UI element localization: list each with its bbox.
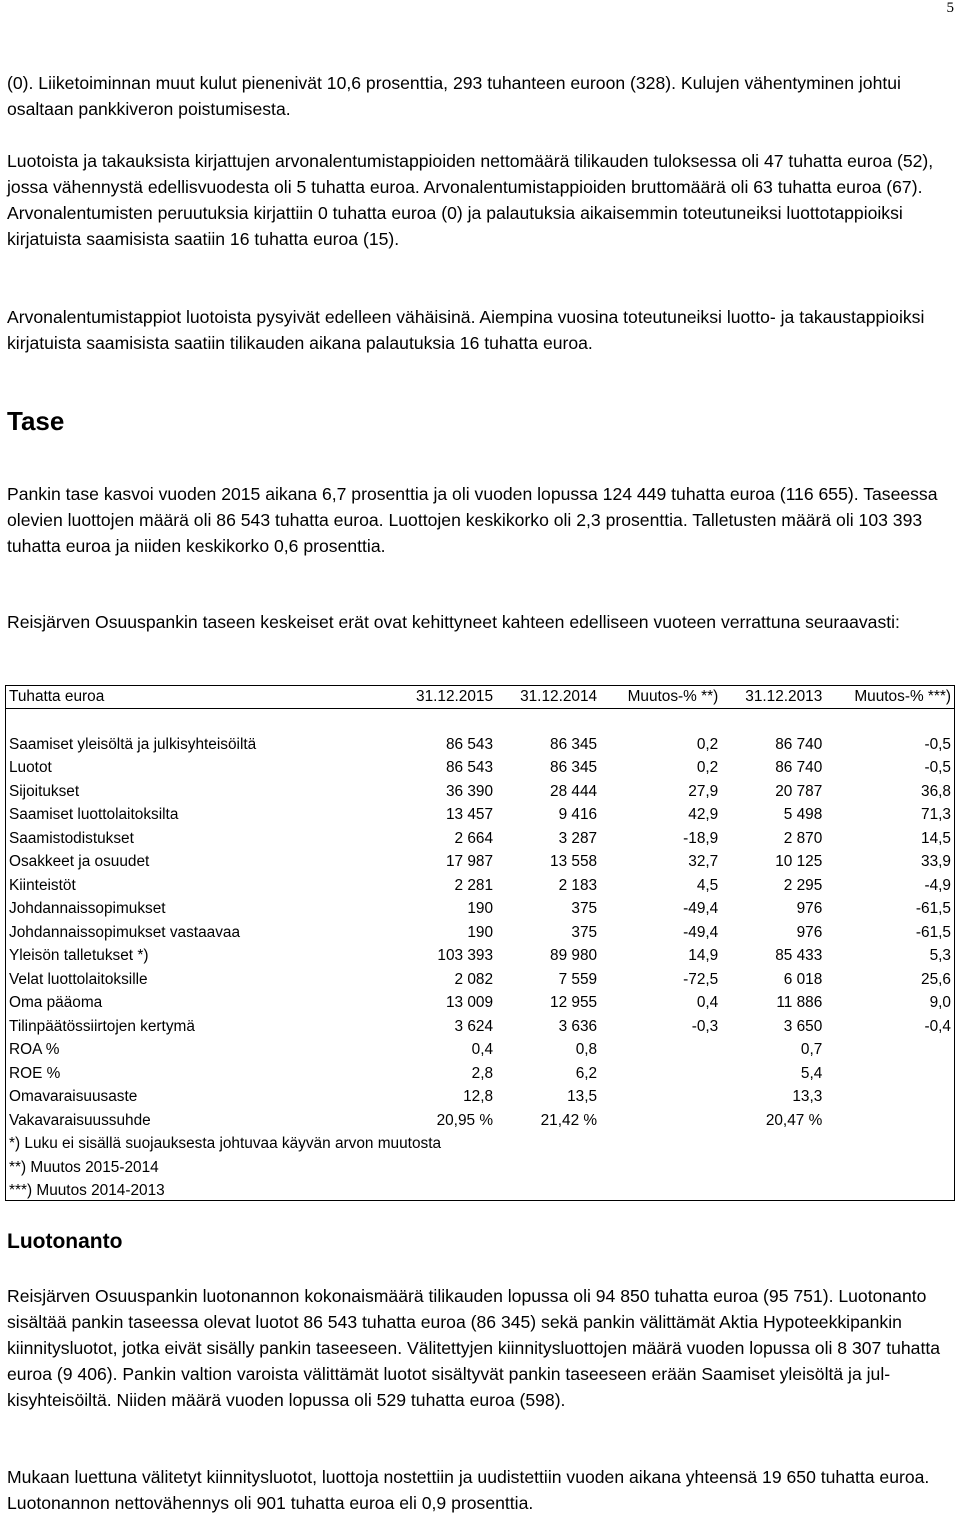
value-cell: 71,3 <box>921 806 951 824</box>
value-cell: 20,47 % <box>765 1111 823 1129</box>
table-note-row <box>6 1133 954 1157</box>
section-heading-tase: Tase <box>7 406 65 436</box>
value-cell: -0,4 <box>924 1017 951 1035</box>
value-cell: 375 <box>571 923 598 941</box>
value-cell: 7 559 <box>558 970 598 988</box>
value-cell: 20,95 % <box>436 1111 494 1129</box>
value-cell: 3 650 <box>783 1017 823 1035</box>
column-header: 31.12.2014 <box>496 686 600 709</box>
table-row <box>6 945 954 969</box>
value-cell: 89 980 <box>550 947 598 965</box>
page-number: 5 <box>946 0 954 16</box>
value-cell: 375 <box>571 900 598 918</box>
value-cell: -4,9 <box>924 876 951 894</box>
row-label-cell: Johdannaissopimukset <box>9 900 166 918</box>
value-cell: 86 345 <box>550 759 598 777</box>
value-cell <box>825 1039 954 1063</box>
value-cell <box>600 1039 721 1063</box>
value-cell <box>600 1086 721 1110</box>
value-cell: 17 987 <box>445 853 494 871</box>
value-cell: 21,42 % <box>540 1111 598 1129</box>
table-note-row <box>6 1156 954 1180</box>
value-cell: 4,5 <box>696 876 719 894</box>
table-row <box>6 1062 954 1086</box>
table-note-row <box>6 1180 954 1204</box>
column-header: Muutos-% ***) <box>825 686 954 709</box>
value-cell: -0,3 <box>691 1017 719 1035</box>
row-label-cell: Kiinteistöt <box>9 876 76 894</box>
table-note: **) Muutos 2015-2014 <box>9 1158 159 1176</box>
value-cell <box>825 1109 954 1133</box>
value-cell: 0,8 <box>575 1041 598 1059</box>
row-label-cell: ROA % <box>9 1041 60 1059</box>
value-cell: 10 125 <box>775 853 823 871</box>
value-cell: -49,4 <box>683 900 719 918</box>
table-body <box>6 709 954 1204</box>
value-cell: 86 345 <box>550 735 598 753</box>
value-cell: 36 390 <box>445 782 494 800</box>
value-cell: 976 <box>796 900 823 918</box>
table-row <box>6 1109 954 1133</box>
value-cell: 2 281 <box>454 876 494 894</box>
value-cell: 3 287 <box>558 829 598 847</box>
value-cell: 27,9 <box>688 782 719 800</box>
row-label-cell: Johdannaissopimukset vastaavaa <box>9 923 241 941</box>
row-label-cell: Velat luottolaitoksille <box>9 970 148 988</box>
table-row <box>6 874 954 898</box>
table-row <box>6 968 954 992</box>
value-cell: 5 498 <box>783 806 823 824</box>
table-row <box>6 921 954 945</box>
value-cell: -72,5 <box>683 970 719 988</box>
table-row <box>6 804 954 828</box>
value-cell: 42,9 <box>688 806 719 824</box>
value-cell: 11 886 <box>776 994 823 1012</box>
paragraph-other-expenses: (0). Liiketoiminnan muut kulut pienenivät 10,6 prosenttia, 293 tuhanteen euroon (328). Kulujen vähentyminen johtui osaltaan pankkiveron poistumisesta. <box>7 73 901 119</box>
value-cell: 25,6 <box>921 970 951 988</box>
value-cell: 0,7 <box>800 1041 823 1059</box>
value-cell: 2 082 <box>454 970 494 988</box>
value-cell: 5,3 <box>929 947 951 965</box>
value-cell <box>600 1109 721 1133</box>
value-cell: 3 636 <box>558 1017 598 1035</box>
value-cell <box>825 1086 954 1110</box>
row-label-cell: Tilinpäätössiirtojen kertymä <box>9 1017 195 1035</box>
value-cell: 86 740 <box>775 759 823 777</box>
table-row <box>6 992 954 1016</box>
row-label-cell: Omavaraisuusaste <box>9 1088 138 1106</box>
value-cell: 14,5 <box>921 829 951 847</box>
row-label-cell: Yleisön talletukset *) <box>9 947 149 965</box>
row-label-cell: Saamiset yleisöltä ja julkisyhteisöiltä <box>9 735 257 753</box>
paragraph-lending: Reisjärven Osuuspankin luotonannon kokonaismäärä tilikauden lopussa oli 94 850 tuhatta euroa (95 751). Luotonanto sisältää pankin taseessa olevat luotot 86 543 tuhatta euroa (86 345) sekä pankin välittämät Aktia Hypoteekkipankin kiinnitysluotot, jotka eivät sisälly pankin taseeseen. Välitettyjen kiinnitysluottojen määrä vuoden lopussa oli 8 307 tuhatta euroa (9 406). Pankin valtion varoista välittämät luotot sisältyvät pankin taseeseen erään Saamiset yleisöltä ja julkisyhteisöiltä. Niiden määrä vuoden lopussa oli 529 tuhatta euroa (598). <box>7 1286 941 1410</box>
table-header-row <box>6 686 954 709</box>
value-cell: 0,2 <box>696 735 719 753</box>
section-heading-luotonanto: Luotonanto <box>7 1230 123 1253</box>
row-label-cell: Saamiset luottolaitoksilta <box>9 806 179 824</box>
value-cell: 12 955 <box>550 994 598 1012</box>
key-figures-table <box>6 686 954 1203</box>
value-cell: 32,7 <box>688 853 719 871</box>
value-cell: 6 018 <box>783 970 823 988</box>
column-header: 31.12.2015 <box>392 686 496 709</box>
row-label-cell: Saamistodistukset <box>9 829 134 847</box>
value-cell: -61,5 <box>915 900 951 918</box>
value-cell: 9,0 <box>929 994 951 1012</box>
row-label-cell: Osakkeet ja osuudet <box>9 853 150 871</box>
value-cell: 0,4 <box>471 1041 494 1059</box>
table-note: *) Luku ei sisällä suojauksesta johtuvaa käyvän arvon muutosta <box>9 1135 442 1153</box>
value-cell: -49,4 <box>683 923 719 941</box>
value-cell: -18,9 <box>683 829 719 847</box>
value-cell: 86 740 <box>775 735 823 753</box>
value-cell: 13,3 <box>792 1088 823 1106</box>
paragraph-impairment-losses: Luotoista ja takauksista kirjattujen arvonalentumistappioiden nettomäärä tilikauden tuloksessa oli 47 tuhatta euroa (52), jossa vähennystä edellisvuodesta oli 5 tuhatta euroa. Arvonalentumistappioiden bruttomäärä oli 63 tuhatta euroa (67). Arvonalentumisten peruutuksia kirjattiin 0 tuhatta euroa (0) ja palautuksia aikaisemmin toteutuneiksi luottotappioiksi kirjatuista saamisista saatiin 16 tuhatta euroa (15). <box>7 151 934 249</box>
key-figures-table-box <box>5 685 955 1201</box>
value-cell: 0,4 <box>696 994 719 1012</box>
paragraph-balance-sheet: Pankin tase kasvoi vuoden 2015 aikana 6,7 prosenttia ja oli vuoden lopussa 124 449 tuhatta euroa (116 655). Taseessa olevien luottojen määrä oli 86 543 tuhatta euroa. Luottojen keskikorko oli 2,3 prosenttia. Talletusten määrä oli 103 393 tuhatta euroa ja niiden keskikorko 0,6 prosenttia. <box>7 484 938 556</box>
value-cell: -61,5 <box>915 923 951 941</box>
value-cell: 86 543 <box>445 759 494 777</box>
value-cell: 5,4 <box>800 1064 823 1082</box>
row-label-cell: Oma pääoma <box>9 994 103 1012</box>
value-cell: 13,5 <box>567 1088 598 1106</box>
table-row <box>6 780 954 804</box>
row-label-cell: Sijoitukset <box>9 782 80 800</box>
row-label-cell: ROE % <box>9 1064 61 1082</box>
value-cell: 13 558 <box>550 853 598 871</box>
value-cell: 6,2 <box>575 1064 598 1082</box>
table-row <box>6 1086 954 1110</box>
value-cell: 190 <box>467 900 494 918</box>
row-label-cell: Vakavaraisuussuhde <box>9 1111 151 1129</box>
table-row <box>6 827 954 851</box>
value-cell: 2 870 <box>783 829 823 847</box>
row-label-cell: Luotot <box>9 759 52 777</box>
paragraph-impairment-summary: Arvonalentumistappiot luotoista pysyivät edelleen vähäisinä. Aiempina vuosina toteutuneiksi luotto- ja takaustappioiksi kirjatuista saamisista saatiin tilikauden aikana palautuksia 16 tuhatta euroa. <box>7 307 925 353</box>
value-cell: 103 393 <box>437 947 494 965</box>
value-cell: 190 <box>467 923 494 941</box>
value-cell: 14,9 <box>688 947 719 965</box>
value-cell: 2 183 <box>558 876 598 894</box>
paragraph-table-intro: Reisjärven Osuuspankin taseen keskeiset erät ovat kehittyneet kahteen edelliseen vuoteen verrattuna seuraavasti: <box>7 612 900 632</box>
table-row <box>6 757 954 781</box>
value-cell: 9 416 <box>558 806 598 824</box>
value-cell: 13 457 <box>445 806 494 824</box>
value-cell: 976 <box>796 923 823 941</box>
value-cell: -0,5 <box>924 735 951 753</box>
value-cell: 20 787 <box>775 782 823 800</box>
value-cell: 0,2 <box>696 759 719 777</box>
column-header: Tuhatta euroa <box>6 686 392 709</box>
value-cell: 3 624 <box>454 1017 494 1035</box>
value-cell <box>600 1062 721 1086</box>
value-cell: 2 295 <box>783 876 823 894</box>
value-cell: 12,8 <box>463 1088 494 1106</box>
value-cell: -0,5 <box>924 759 951 777</box>
table-row <box>6 851 954 875</box>
value-cell: 13 009 <box>445 994 494 1012</box>
table-spacer-row <box>6 709 954 734</box>
table-row <box>6 1039 954 1063</box>
table-row <box>6 1015 954 1039</box>
table-note: ***) Muutos 2014-2013 <box>9 1182 165 1200</box>
value-cell: 33,9 <box>921 853 951 871</box>
value-cell: 2,8 <box>471 1064 494 1082</box>
value-cell <box>825 1062 954 1086</box>
table-row <box>6 898 954 922</box>
value-cell: 36,8 <box>921 782 951 800</box>
value-cell: 28 444 <box>550 782 598 800</box>
column-header: 31.12.2013 <box>721 686 825 709</box>
column-header: Muutos-% **) <box>600 686 721 709</box>
value-cell: 2 664 <box>454 829 494 847</box>
table-row <box>6 733 954 757</box>
paragraph-lending-summary: Mukaan luettuna välitetyt kiinnitysluotot, luottoja nostettiin ja uudistettiin vuoden aikana yhteensä 19 650 tuhatta euroa. Luotonannon nettovähennys oli 901 tuhatta euroa eli 0,9 prosenttia. <box>7 1467 930 1513</box>
value-cell: 86 543 <box>445 735 494 753</box>
value-cell: 85 433 <box>775 947 823 965</box>
